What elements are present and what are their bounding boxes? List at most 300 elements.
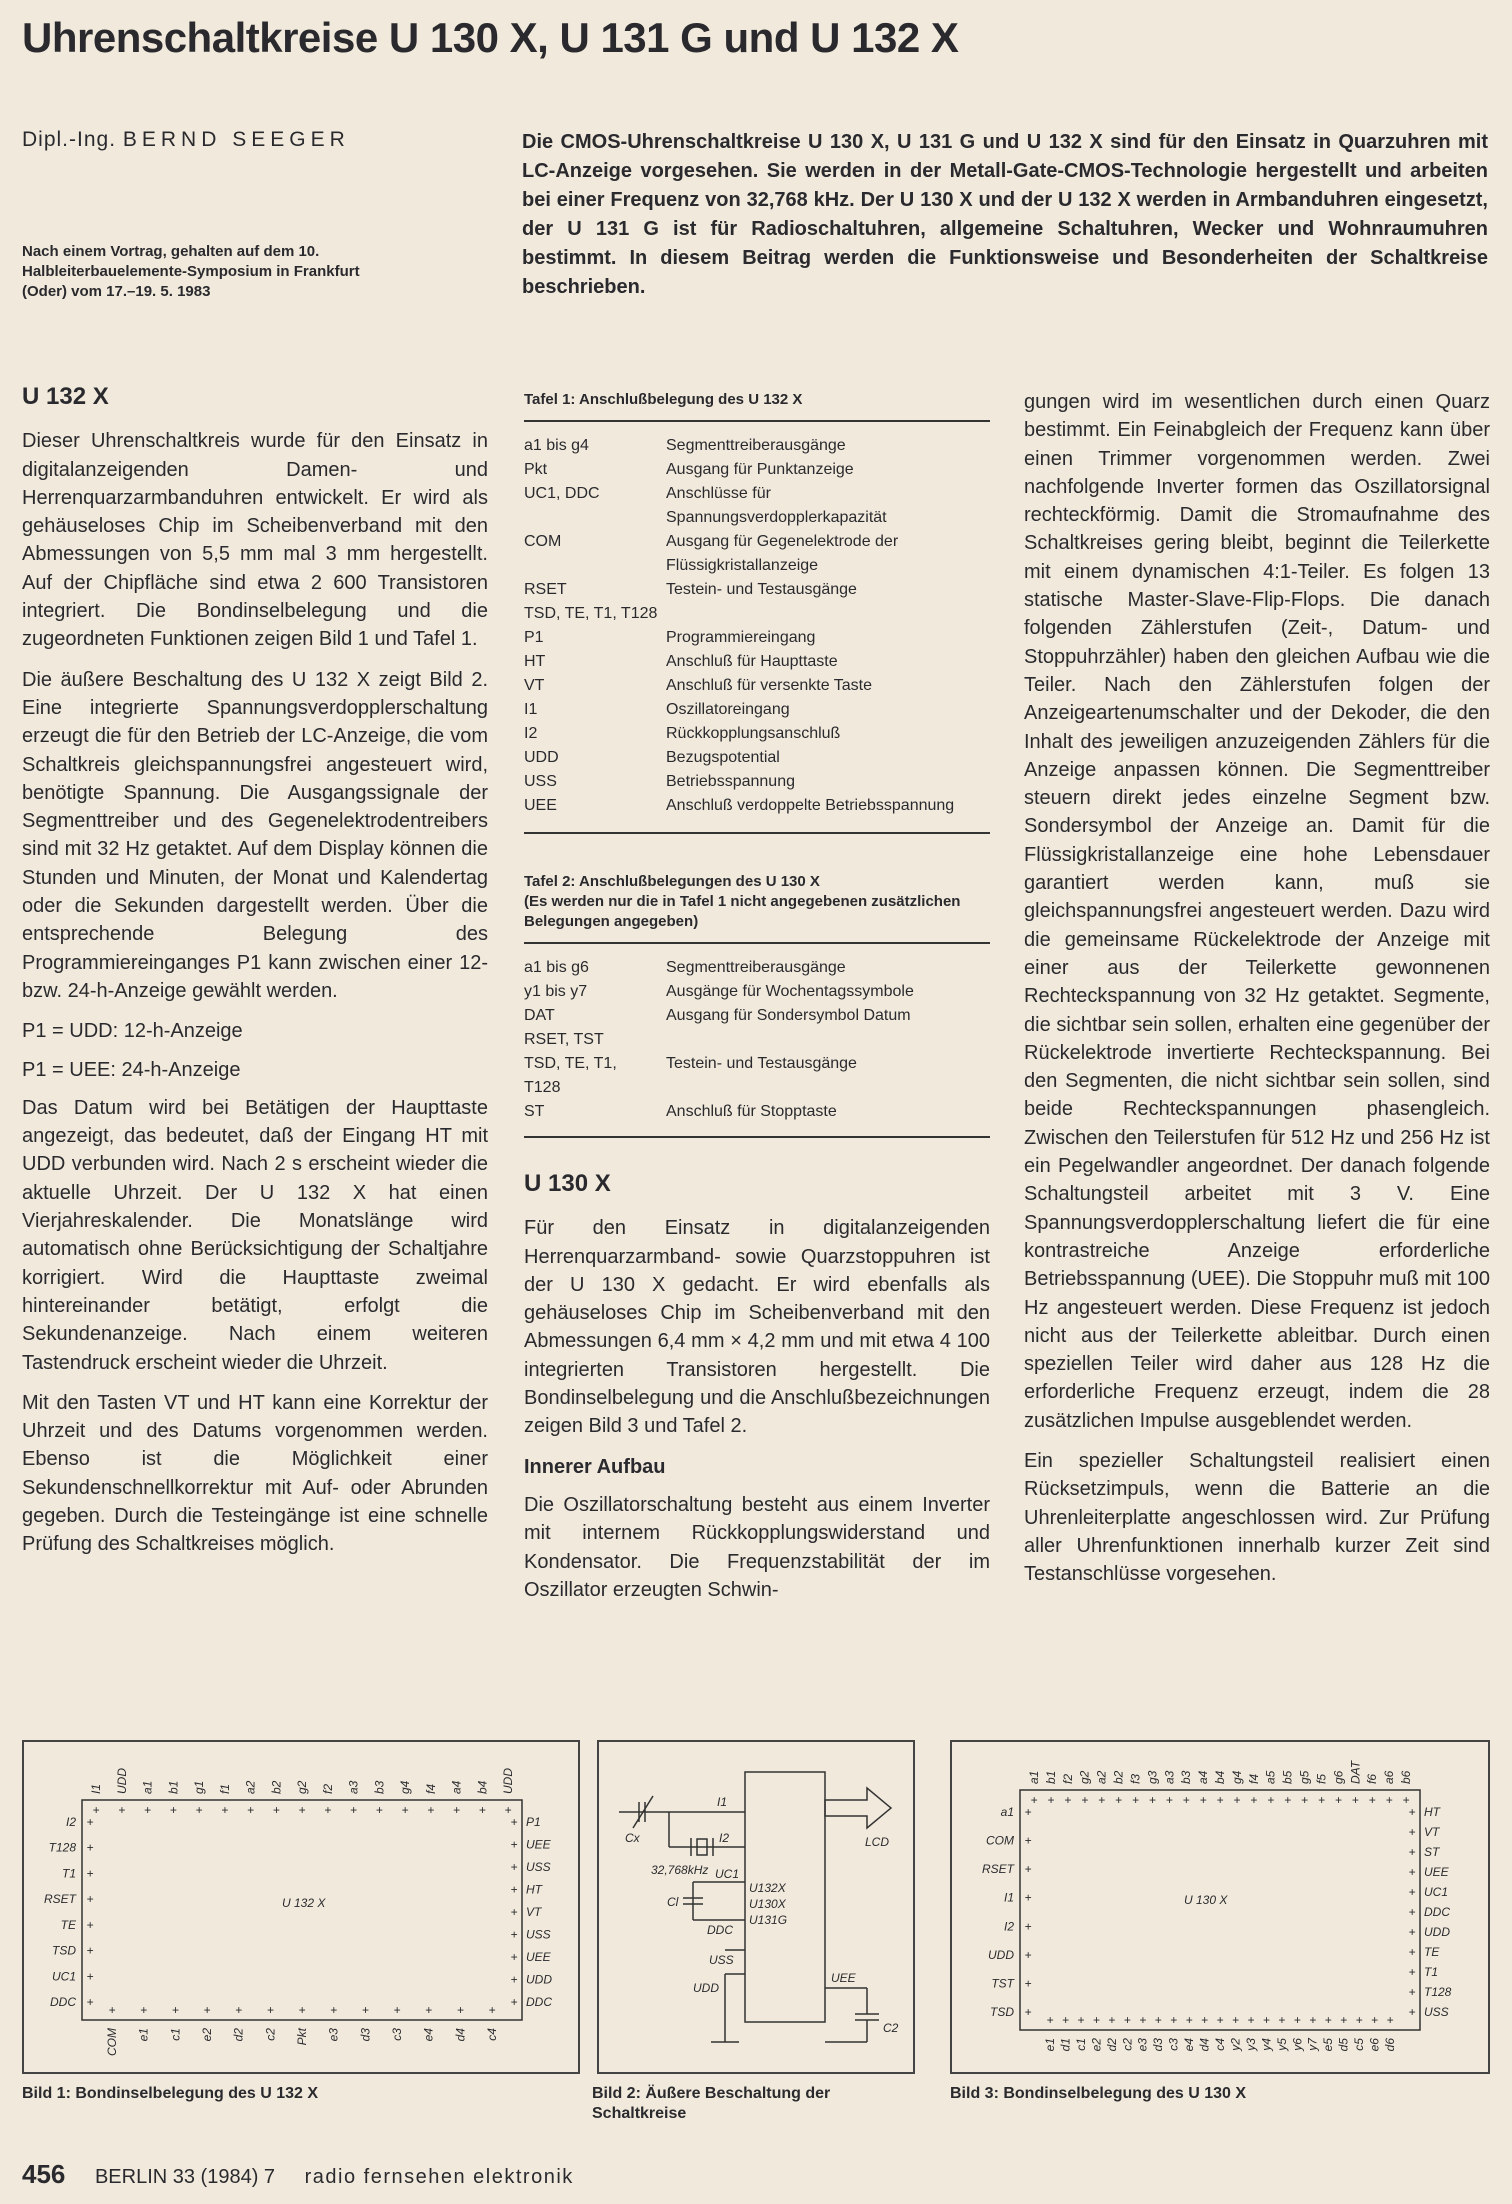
table-row	[524, 674, 990, 698]
bond-pad: +	[510, 1905, 518, 1919]
pin-label-bottom: c2	[263, 2028, 278, 2041]
pin-label-top: a4	[449, 1780, 464, 1794]
signal-description: Bezugspotential	[666, 749, 780, 766]
signal-description: Testein- und Testausgänge	[666, 581, 857, 598]
bond-pad: +	[221, 1803, 229, 1817]
bond-pad: +	[92, 1803, 100, 1817]
pin-label-top: b2	[1111, 1770, 1126, 1784]
table-rule	[524, 832, 990, 834]
author-prefix: Dipl.-Ing.	[22, 128, 117, 151]
table-row	[524, 602, 990, 626]
pin-label-top: a2	[243, 1780, 258, 1794]
signal-name: I1	[524, 701, 538, 718]
bond-pad: +	[1024, 1976, 1032, 1991]
author-name: BERND SEEGER	[122, 128, 350, 151]
bond-pad: +	[324, 1803, 332, 1817]
pin-label-bottom: e3	[1135, 2038, 1150, 2052]
signal-description: Ausgang für Gegenelektrode der Flüssigkristallanzeige	[666, 533, 899, 574]
signal-name: USS	[524, 773, 557, 790]
bond-pad: +	[1148, 1793, 1156, 1807]
bond-pad: +	[118, 1803, 126, 1817]
bond-pad: +	[1408, 1885, 1416, 1899]
bond-pad: +	[1231, 2013, 1239, 2027]
column-2	[524, 390, 990, 1616]
bond-pad: +	[1098, 1793, 1106, 1807]
bond-pad: +	[86, 1943, 94, 1958]
bond-pad: +	[1317, 1793, 1325, 1807]
bond-pad: +	[510, 1815, 518, 1829]
pin-label-left: TE	[60, 1917, 76, 1932]
author-line	[22, 128, 350, 152]
pin-label-bottom: c5	[1352, 2038, 1367, 2051]
bond-pad: +	[1355, 2013, 1363, 2027]
bond-pad: +	[1024, 1805, 1032, 1819]
figure-2-caption: Bild 2: Äußere Beschaltung der Schaltkreise	[592, 2085, 831, 2122]
pin-label-left: COM	[986, 1833, 1014, 1848]
pin-label-bottom: y7	[1305, 2038, 1320, 2051]
signal-name: TSD, TE, T1,	[524, 1055, 617, 1072]
label-lcd: LCD	[865, 1835, 890, 1849]
source-note: Nach einem Vortrag, gehalten auf dem 10. Halbleiterbauelemente-Symposium in Frankfurt (Oder) vom 17.–19. 5. 1983	[22, 243, 360, 300]
pin-label-bottom: e3	[326, 2028, 341, 2042]
pin-label-top: g6	[1331, 1770, 1346, 1784]
column-3	[1024, 388, 1490, 1600]
label-quartz-frequency: 32,768kHz	[651, 1863, 709, 1877]
bond-pad: +	[452, 1803, 461, 1817]
section-heading-u130x: U 130 X	[524, 1170, 611, 1197]
bond-pad: +	[1046, 2013, 1054, 2027]
article-title: Uhrenschaltkreise U 130 X, U 131 G und U 132 X	[22, 14, 959, 61]
figure-2	[597, 1740, 915, 2074]
pin-label-bottom: e2	[1089, 2038, 1104, 2052]
pin-label-bottom: c2	[1120, 2038, 1135, 2051]
pin-label-top: g2	[1077, 1770, 1092, 1784]
pin-label-bottom: e4	[1182, 2038, 1197, 2052]
table-row	[524, 980, 990, 1004]
pin-label-right: ST	[1424, 1845, 1440, 1859]
bond-pad: +	[1408, 1805, 1416, 1819]
pin-label-right: USS	[526, 1927, 551, 1942]
bond-pad: +	[510, 1950, 518, 1964]
figure-1	[22, 1740, 580, 2074]
pin-label-left: I2	[65, 1815, 76, 1829]
bond-pad: +	[1154, 2013, 1162, 2027]
signal-name: T128	[524, 1079, 561, 1096]
signal-description: Anschluß für Haupttaste	[666, 653, 838, 670]
chip-name-2: U130X	[749, 1897, 786, 1911]
signal-description: Oszillatoreingang	[666, 701, 790, 718]
table-row	[524, 482, 990, 530]
pin-label-left: UC1	[51, 1969, 76, 1984]
table-row	[524, 722, 990, 746]
pin-label-bottom: Pkt	[295, 2028, 309, 2046]
bond-pad: +	[1284, 1793, 1292, 1807]
bond-pad: +	[1201, 2013, 1209, 2027]
bond-pad: +	[1199, 1793, 1207, 1807]
figure-3-caption: Bild 3: Bondinselbelegung des U 130 X	[950, 2085, 1247, 2102]
signal-name: UEE	[524, 797, 557, 814]
bond-pad: +	[1170, 2013, 1178, 2027]
pin-label-top: f4	[1246, 1773, 1261, 1784]
bond-pad: +	[361, 2003, 369, 2017]
paragraph: Das Datum wird bei Betätigen der Haupttaste angezeigt, das bedeutet, daß der Eingang HT mit UDD verbunden wird. Nach 2 s erscheint wieder die aktuelle Uhrzeit. Der U 132 X hat einen Vierjahreskalender. Die Monatslänge wird automatisch ohne Berücksichtigung der Schaltjahre korrigiert. Wird die Haupttaste zweimal hintereinander betätigt, erfolgt die Sekundenanzeige. Nach einem weiteren Tastendruck erscheint wieder die Uhrzeit.	[22, 1096, 488, 1374]
signal-description: Testein- und Testausgänge	[666, 1055, 857, 1072]
bond-pad: +	[330, 2003, 338, 2017]
pin-label-bottom: c4	[1213, 2038, 1227, 2051]
pin-label-bottom: e1	[1043, 2038, 1057, 2052]
paragraph: Mit den Tasten VT und HT kann eine Korrektur der Uhrzeit und des Datums vorgenommen werden. Ebenso ist die Möglichkeit einer Sekundenschnellkorrektur mit Auf- oder Abrunden gegeben. Durch die Testeingänge ist eine schnelle Prüfung des Schaltkreises möglich.	[22, 1391, 488, 1556]
pin-label-top: f3	[1128, 1773, 1143, 1784]
pin-label-top: f5	[1314, 1773, 1329, 1784]
pin-label-top: UDD	[114, 1768, 129, 1794]
bond-pad: +	[1278, 2013, 1286, 2027]
table2	[524, 956, 990, 1124]
figure-3	[950, 1740, 1490, 2074]
figure-2-schematic	[599, 1742, 913, 2072]
pin-label-top: g1	[192, 1780, 206, 1794]
bond-pad: +	[1115, 1793, 1123, 1807]
bond-pad: +	[1024, 1833, 1032, 1848]
paragraph: Für den Einsatz in digitalanzeigenden Herrenquarzarmband- sowie Quarzstoppuhren ist der U 130 X gedacht. Er wird ebenfalls als gehäuseloses Chip im Scheibenverband mit den Abmessungen 6,4 mm × 4,2 mm und mit etwa 4 100 integrierten Transistoren hergestellt. Die Bondinselbelegung und die Anschlußbezeichnungen zeigen Bild 3 und Tafel 2.	[524, 1217, 990, 1438]
pin-label-bottom: d3	[358, 2028, 373, 2042]
pin-label-right: T128	[1424, 1985, 1452, 1999]
figure-1-diagram	[24, 1742, 578, 2072]
pin-label-right: T1	[1424, 1965, 1439, 1979]
bond-pad: +	[1267, 1793, 1275, 1807]
pin-label-top: a6	[1382, 1770, 1397, 1784]
pin-label-top: a3	[1162, 1770, 1177, 1784]
pin-label-top: a3	[346, 1780, 361, 1794]
bond-pad: +	[1371, 2013, 1379, 2027]
pin-label-top: f4	[423, 1783, 438, 1794]
pin-label-left: T1	[61, 1866, 76, 1881]
pin-label-bottom: e4	[421, 2028, 436, 2042]
pin-label-bottom: c1	[1073, 2038, 1088, 2051]
pin-i1: I1	[717, 1795, 728, 1809]
pin-label-bottom: e5	[1321, 2038, 1336, 2052]
pin-label-top: b3	[372, 1780, 387, 1794]
bond-pad: +	[1182, 1793, 1190, 1807]
table-row	[524, 1076, 990, 1100]
bond-pad: +	[86, 1995, 94, 2009]
bond-pad: +	[246, 1803, 255, 1817]
chip-name-3: U131G	[749, 1913, 788, 1927]
bond-pad: +	[1408, 2005, 1416, 2019]
bond-pad: +	[1233, 1793, 1241, 1807]
issue-info: BERLIN 33 (1984) 7	[94, 2166, 276, 2188]
signal-description: Betriebsspannung	[666, 773, 795, 790]
pin-label-bottom: d6	[1383, 2038, 1397, 2052]
page-number: 456	[22, 2159, 66, 2189]
signal-description	[666, 602, 990, 626]
signal-name: DAT	[524, 1007, 555, 1024]
signal-name: a1 bis g4	[524, 437, 589, 454]
pin-label-bottom: c3	[390, 2028, 404, 2041]
bond-pad: +	[425, 2003, 433, 2017]
bond-pad: +	[86, 1969, 94, 1984]
bond-pad: +	[1408, 1925, 1416, 1939]
bond-pad: +	[427, 1803, 435, 1817]
bond-pad: +	[1061, 2013, 1069, 2027]
pin-label-left: DDC	[50, 1995, 76, 2009]
table-row	[524, 434, 990, 458]
table-row	[524, 1004, 990, 1028]
pin-label-bottom: d1	[1058, 2038, 1073, 2052]
chip-label: U 130 X	[1184, 1893, 1228, 1907]
bond-pad: +	[1309, 2013, 1317, 2027]
table-row	[524, 458, 990, 482]
table2-subcaption: (Es werden nur die in Tafel 1 nicht angegebenen zusätzlichen Belegungen angegeben)	[524, 893, 961, 930]
pin-label-bottom: y3	[1243, 2038, 1258, 2051]
bond-pad: +	[1262, 2013, 1270, 2027]
signal-name: UDD	[524, 749, 559, 766]
pin-label-right: DDC	[1424, 1905, 1450, 1919]
bond-pad: +	[510, 1995, 518, 2009]
signal-name: COM	[524, 533, 562, 550]
bond-pad: +	[266, 2003, 274, 2017]
bond-pad: +	[1402, 1793, 1410, 1807]
bond-pad: +	[86, 1815, 94, 1829]
bond-pad: +	[510, 1927, 518, 1942]
bond-pad: +	[510, 1860, 518, 1874]
pin-label-top: g3	[1145, 1770, 1160, 1784]
bond-pad: +	[1293, 2013, 1301, 2027]
signal-name: TSD, TE, T1, T128	[524, 605, 658, 622]
pin-label-right: HT	[526, 1882, 542, 1897]
bond-pad: +	[1081, 1793, 1089, 1807]
bond-pad: +	[1024, 1919, 1032, 1934]
bond-pad: +	[1139, 2013, 1147, 2027]
signal-description: Ausgänge für Wochentagssymbole	[666, 983, 914, 1000]
signal-description: Anschlüsse für Spannungsverdopplerkapazität	[666, 485, 887, 526]
magazine-name: radio fernsehen elektronik	[304, 2166, 574, 2188]
bond-pad: +	[1216, 2013, 1224, 2027]
bond-pad: +	[1351, 1793, 1359, 1807]
bond-pad: +	[510, 1882, 518, 1897]
pin-label-right: P1	[526, 1815, 541, 1829]
table-row	[524, 650, 990, 674]
pin-label-right: VT	[1424, 1825, 1440, 1839]
pin-label-bottom: e6	[1367, 2038, 1382, 2052]
formula-24h: P1 = UEE: 24-h-Anzeige	[22, 1058, 241, 1081]
bond-pad: +	[1408, 1985, 1416, 1999]
signal-description	[666, 1028, 990, 1052]
table-rule	[524, 420, 990, 422]
pin-label-bottom: d3	[1151, 2038, 1166, 2052]
signal-description: Segmenttreiberausgänge	[666, 959, 846, 976]
pin-label-left: TSD	[990, 2005, 1014, 2019]
bond-pad: +	[375, 1803, 383, 1817]
signal-name: RSET	[524, 581, 567, 598]
pin-label-left: TST	[991, 1976, 1014, 1991]
pin-label-top: b6	[1399, 1770, 1413, 1784]
pin-label-bottom: y4	[1259, 2038, 1274, 2051]
bond-pad: +	[298, 1803, 306, 1817]
pin-label-left: RSET	[43, 1892, 76, 1907]
pin-label-top: DAT	[1348, 1760, 1363, 1784]
table-row	[524, 578, 990, 602]
pin-label-top: I1	[89, 1783, 103, 1794]
pin-label-top: a1	[1027, 1770, 1041, 1784]
bond-pad: +	[488, 2003, 496, 2017]
pin-label-top: b3	[1179, 1770, 1194, 1784]
bond-pad: +	[1077, 2013, 1085, 2027]
page-footer	[22, 2159, 574, 2190]
bond-pad: +	[401, 1803, 409, 1817]
label-ci: Cl	[667, 1895, 679, 1909]
table-row	[524, 770, 990, 794]
signal-name: HT	[524, 653, 546, 670]
signal-description: Rückkopplungsanschluß	[666, 725, 841, 742]
bond-pad: +	[203, 2003, 211, 2017]
signal-name: y1 bis y7	[524, 983, 588, 1000]
table-row	[524, 1100, 990, 1124]
signal-description: Anschluß verdoppelte Betriebsspannung	[666, 797, 955, 814]
paragraph: gungen wird im wesentlichen durch einen Quarz bestimmt. Ein Feinabgleich der Frequenz kann über einen Trimmer vorgenommen werden. Zwei nachfolgende Inverter formen das Oszillatorsignal rechteckförmig. Damit die Stromaufnahme des Schaltkreises gering bleibt, beginnt die Teilerkette mit einem dynamischen 4:1-Teiler. Es folgen 13 statische Master-Slave-Flip-Flops. Die danach folgenden Zählerstufen (Zeit-, Datum- und Stoppuhrzähler) haben den gleichen Aufbau wie die Teiler. Nach den Zählerstufen folgen der Anzeigeartenumschalter und der Dekoder, die den Inhalt des jeweiligen anzuzeigenden Zählers für die Anzeige anpassen können. Die Segmenttreiber steuern direkt jedes einzelne Segment bzw. Sondersymbol der Anzeige an. Damit für die Flüssigkristallanzeige eine hohe Lebensdauer garantiert werden kann, muß sie gleichspannungsfrei angesteuert werden. Dazu wird die gemeinsame Rückelektrode der Anzeige mit einer aus der Teilerkette gewonnenen Rechteckspannung von 32 Hz getaktet. Segmente, die sichtbar sein sollen, erhalten eine gegenüber der Rückelektrode invertierte Rechteckspannung. Bei den Segmenten, die nicht sichtbar sein sollen, sind beide Rechteckspannungen phasengleich. Zwischen den Teilerstufen für 512 Hz und 256 Hz ist ein Pegelwandler angeordnet. Der danach folgende Schaltungsteil arbeitet mit 3 V. Eine Spannungsverdopplerschaltung liefert die für eine kontrastreiche Anzeige erforderliche Betriebsspannung (UEE). Die Stoppuhr muß mit 100 Hz angesteuert werden. Diese Frequenz ist jedoch nicht aus der Teilerkette ableitbar. Durch einen speziellen Teiler wird daher aus 128 Hz die erforderliche Frequenz erzeugt, indem die 28 zusätzlichen Impulse ausgeblendet werden.	[1024, 391, 1490, 1432]
bond-pad: +	[1408, 1825, 1416, 1839]
bond-pad: +	[1301, 1793, 1309, 1807]
bond-pad: +	[1385, 1793, 1393, 1807]
pin-label-bottom: d5	[1336, 2038, 1351, 2052]
bond-pad: +	[1123, 2013, 1131, 2027]
bond-pad: +	[1334, 1793, 1342, 1807]
pin-label-right: HT	[1424, 1805, 1440, 1819]
pin-label-left: T128	[48, 1840, 76, 1855]
table-row	[524, 698, 990, 722]
bond-pad: +	[272, 1803, 280, 1817]
figure-3-diagram	[952, 1742, 1488, 2072]
pin-label-bottom: c4	[485, 2028, 499, 2041]
bond-pad: +	[1408, 1965, 1416, 1979]
pin-label-right: TE	[1424, 1945, 1440, 1959]
pin-label-right: UDD	[526, 1972, 552, 1987]
table-row	[524, 746, 990, 770]
bond-pad: +	[1064, 1793, 1072, 1807]
bond-pad: +	[1324, 2013, 1332, 2027]
signal-description: Programmiereingang	[666, 629, 816, 646]
bond-pad: +	[1368, 1793, 1376, 1807]
pin-ddc: DDC	[707, 1923, 733, 1937]
table1	[524, 434, 990, 818]
pin-label-left: RSET	[981, 1862, 1014, 1877]
table2-caption: Tafel 2: Anschlußbelegungen des U 130 X	[524, 873, 820, 890]
bond-pad: +	[510, 1972, 518, 1987]
pin-label-right: UEE	[1424, 1865, 1449, 1879]
bond-pad: +	[1047, 1793, 1055, 1807]
pin-label-right: DDC	[526, 1995, 552, 2009]
bond-pad: +	[1131, 1793, 1139, 1807]
chip-outline	[1020, 1790, 1420, 2030]
pin-label-bottom: e2	[200, 2028, 214, 2042]
pin-label-top: f6	[1365, 1773, 1380, 1784]
lcd-arrow	[825, 1788, 891, 1828]
abstract: Die CMOS-Uhrenschaltkreise U 130 X, U 131 G und U 132 X sind für den Einsatz in Quarzuhren mit LC-Anzeige vorgesehen. Sie werden in der Metall-Gate-CMOS-Technologie hergestellt und arbeiten bei einer Frequenz von 32,768 kHz. Der U 130 X und der U 132 X werden in Armbanduhren eingesetzt, der U 131 G ist für Radioschaltuhren, allgemeine Schaltuhren, Wecker und Wohnraumuhren bestimmt. In diesem Beitrag werden die Funktionsweise und Besonderheiten der Schaltkreise beschrieben.	[522, 131, 1488, 298]
pin-label-top: b4	[475, 1780, 490, 1794]
bond-pad: +	[86, 1866, 94, 1881]
signal-name: P1	[524, 629, 544, 646]
pin-label-left: a1	[1000, 1805, 1014, 1819]
signal-name: ST	[524, 1103, 545, 1120]
pin-label-top: g5	[1297, 1770, 1312, 1784]
bond-pad: +	[171, 2003, 179, 2017]
pin-label-bottom: y5	[1274, 2038, 1289, 2051]
bond-pad: +	[86, 1840, 94, 1855]
pin-label-right: VT	[526, 1905, 542, 1919]
pin-label-left: UDD	[988, 1947, 1014, 1962]
pin-label-top: b4	[1213, 1770, 1227, 1784]
pin-label-left: I2	[1003, 1919, 1014, 1934]
pin-label-right: USS	[526, 1860, 551, 1874]
bond-pad: +	[1216, 1793, 1224, 1807]
table-rule	[524, 1136, 990, 1138]
bond-pad: +	[1185, 2013, 1193, 2027]
paragraph: Die Oszillatorschaltung besteht aus einem Inverter mit internem Rückkopplungswiderstand und Kondensator. Die Frequenzstabilität der im Oszillator erzeugten Schwin-	[524, 1493, 990, 1601]
bond-pad: +	[1408, 1845, 1416, 1859]
pin-label-bottom: c3	[1166, 2038, 1181, 2051]
pin-label-top: a2	[1094, 1770, 1109, 1784]
pin-label-bottom: d2	[231, 2028, 246, 2042]
bond-pad: +	[1408, 1945, 1416, 1959]
pin-labels	[44, 1768, 552, 2056]
chip-name-1: U132X	[749, 1881, 786, 1895]
pin-label-bottom: e1	[136, 2028, 151, 2042]
paragraph: Die äußere Beschaltung des U 132 X zeigt Bild 2. Eine integrierte Spannungsverdopplerschaltung erzeugt die für den Betrieb der LC-Anzeige, die vom Schaltkreis gleichspannungsfrei angesteuert wird, benötigte Spannung. Die Ausgangssignale der Segmenttreiber und des Gegenelektrodentreibers sind mit 32 Hz getaktet. Auf dem Display können die Stunden und Minuten, der Monat und Kalendertag oder die Sekunden dargestellt werden. Über die entsprechende Belegung des Programmiereinganges P1 kann zwischen einer 12- bzw. 24-h-Anzeige gewählt werden.	[22, 668, 488, 1002]
signal-name: I2	[524, 725, 538, 742]
bond-pad: +	[1408, 1905, 1416, 1919]
bond-pad: +	[1247, 2013, 1255, 2027]
pin-label-bottom: COM	[105, 2028, 119, 2056]
signal-description	[666, 1076, 990, 1100]
pin-label-left: I1	[1003, 1890, 1014, 1905]
label-c2: C2	[883, 2021, 899, 2035]
bond-pad: +	[504, 1803, 512, 1817]
pin-label-top: b2	[269, 1780, 284, 1794]
signal-name: RSET, TST	[524, 1031, 604, 1048]
pin-label-right: UC1	[1424, 1885, 1449, 1899]
pin-udd: UDD	[693, 1981, 719, 1995]
pin-label-top: b5	[1280, 1770, 1295, 1784]
bond-pad: +	[349, 1803, 358, 1817]
signal-name: VT	[524, 677, 545, 694]
table-row	[524, 530, 990, 578]
bond-pad: +	[1340, 2013, 1348, 2027]
bond-pad: +	[108, 2003, 116, 2017]
bond-pad: +	[86, 1917, 94, 1932]
bond-pad: +	[195, 1803, 203, 1817]
chip-label: U 132 X	[282, 1896, 326, 1910]
column-1	[22, 383, 488, 1571]
bond-pad: +	[1024, 2005, 1032, 2019]
pin-label-bottom: y2	[1228, 2038, 1243, 2051]
bond-pad: +	[1165, 1793, 1173, 1807]
pin-label-bottom: d4	[453, 2028, 468, 2042]
pin-label-top: b1	[166, 1780, 181, 1794]
pin-label-bottom: y6	[1290, 2038, 1305, 2051]
bond-pad: +	[140, 2003, 148, 2017]
paragraph: Ein spezieller Schaltungsteil realisiert einen Rücksetzimpuls, wenn die Batterie an die Uhrenleiterplatte angeschlossen wird. Zur Prüfung aller Uhrenfunktionen innerhalb kurzer Zeit sind Testanschlüsse vorgesehen.	[1024, 1449, 1490, 1586]
bond-pad: +	[1024, 1890, 1032, 1905]
pin-label-right: USS	[1424, 2005, 1449, 2019]
chip-outline	[82, 1800, 522, 2020]
bond-pad: +	[1250, 1793, 1258, 1807]
pin-label-top: a5	[1263, 1770, 1278, 1784]
pin-label-top: f2	[320, 1783, 335, 1794]
pin-label-top: b1	[1043, 1770, 1058, 1784]
bond-pad: +	[1408, 1865, 1416, 1879]
pin-label-top: g4	[1229, 1770, 1244, 1784]
pin-label-top: f1	[217, 1783, 232, 1794]
pin-label-bottom: c1	[168, 2028, 183, 2041]
